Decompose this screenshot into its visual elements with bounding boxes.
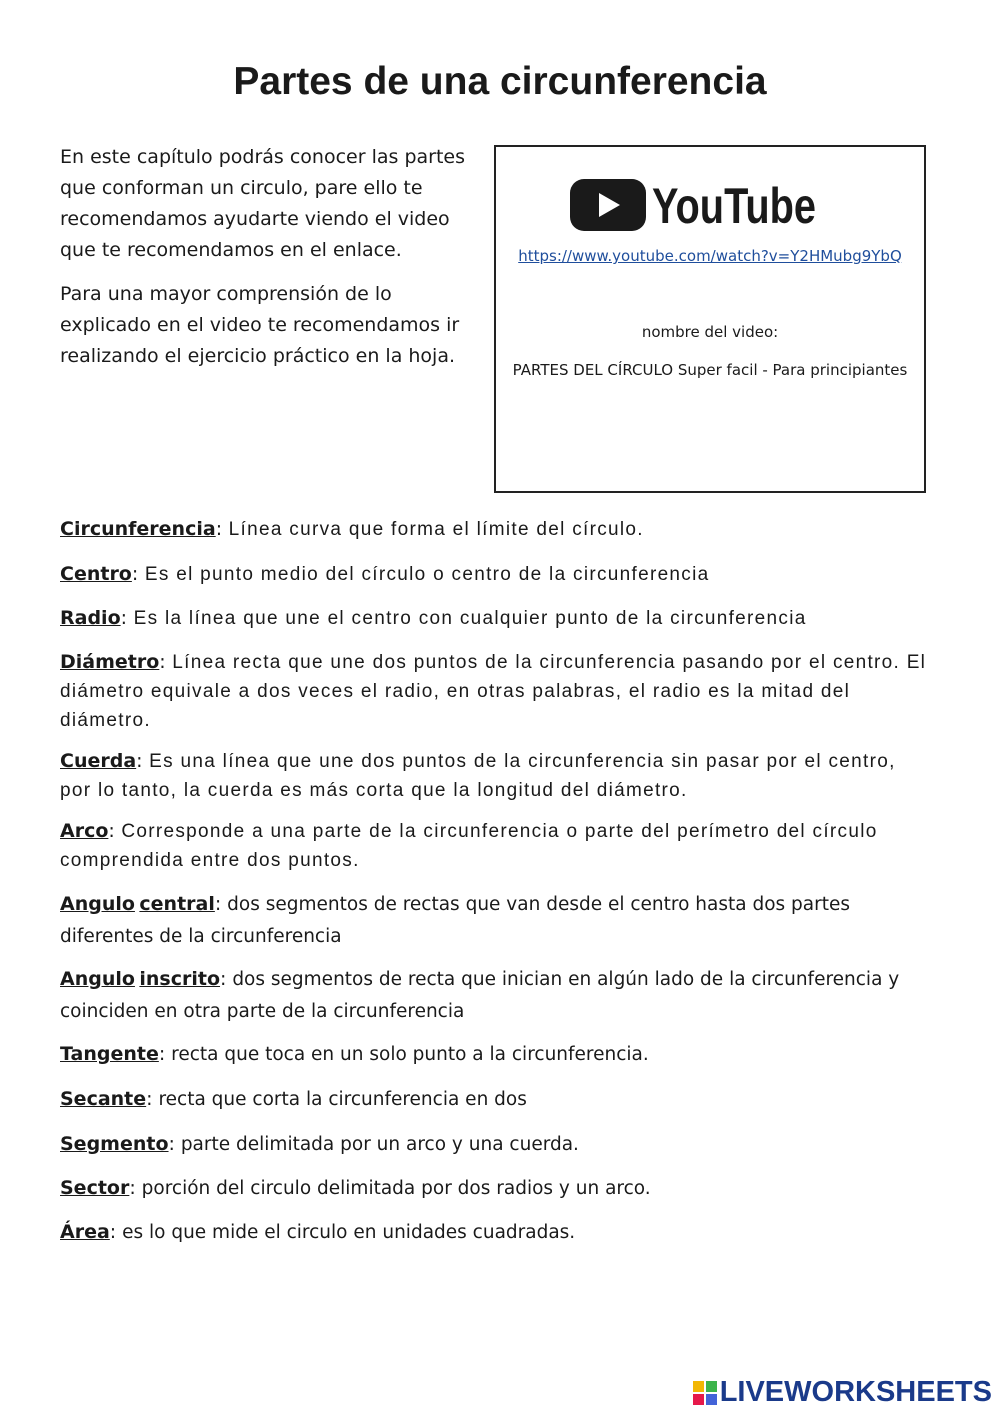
definition-term: Sector (60, 1177, 130, 1199)
definition-colon: : (146, 1088, 153, 1110)
definition-colon: : (129, 1177, 136, 1199)
definition-text: parte delimitada por un arco y una cuerda. (174, 1134, 579, 1155)
definition-term: Circunferencia (60, 518, 216, 540)
definition-term: Angulo (60, 893, 135, 915)
definition-colon: : (159, 651, 166, 673)
definition-term: Segmento (60, 1133, 169, 1155)
definition-text: Es el punto medio del círculo o centro de la circunferencia (138, 564, 710, 585)
definition-term: Centro (60, 563, 132, 585)
definition-term: Arco (60, 820, 109, 842)
definition-item (60, 964, 930, 1028)
definition-text: Línea curva que forma el límite del círculo. (222, 519, 644, 540)
youtube-logo-text: YouTube (652, 178, 816, 234)
definition-text: dos segmentos de recta que inician en algún lado de la circunferencia y coinciden en otra parte de la circunferencia (60, 969, 900, 1022)
definition-term: Secante (60, 1088, 147, 1110)
definition-term: inscrito (139, 968, 221, 990)
definition-item (60, 648, 930, 736)
definition-colon: : (131, 563, 139, 585)
definition-text: Es una línea que une dos puntos de la circunferencia sin pasar por el centro, por lo tanto, la cuerda es más corta que la longitud del diámetro. (60, 751, 896, 801)
page-title: Partes de una circunferencia (233, 60, 767, 103)
definition-colon: : (220, 968, 227, 990)
definition-item (60, 1084, 930, 1116)
definition-term: central (139, 893, 215, 915)
definition-item (60, 817, 930, 876)
definition-text: recta que toca en un solo punto a la circunferencia. (165, 1044, 649, 1065)
definition-term: Tangente (60, 1043, 159, 1065)
intro-text (60, 142, 480, 385)
definition-item (60, 1039, 930, 1071)
definition-text: porción del circulo delimitada por dos radios y un arco. (135, 1178, 651, 1199)
liveworksheets-watermark (693, 1376, 992, 1409)
watermark-text: LIVEWORKSHEETS (719, 1376, 992, 1408)
definition-colon: : (136, 750, 143, 772)
intro-paragraph-1: En este capítulo podrás conocer las partes que conforman un circulo, pare ello te recomendamos ayudarte viendo el video que te recomendamos en el enlace. (60, 146, 465, 261)
video-link[interactable]: https://www.youtube.com/watch?v=Y2HMubg9YbQ (518, 247, 902, 265)
video-box (494, 145, 926, 493)
intro-paragraph-2: Para una mayor comprensión de lo explicado en el video te recomendamos ir realizando el ejercicio práctico en la hoja. (60, 283, 460, 367)
youtube-logo-icon (568, 175, 820, 235)
definition-item (60, 1129, 930, 1161)
definition-colon: : (109, 1221, 117, 1243)
definition-item (60, 1217, 930, 1249)
definition-item (60, 1173, 930, 1205)
definition-item (60, 603, 930, 635)
definition-text: Línea recta que une dos puntos de la circunferencia pasando por el centro. El diámetro equivale a dos veces el radio, en otras palabras, el radio es la mitad del diámetro. (60, 652, 927, 731)
definition-colon: : (214, 893, 222, 915)
definition-colon: : (168, 1133, 175, 1155)
liveworksheets-logo-icon (693, 1381, 717, 1405)
definition-text: dos segmentos de rectas que van desde el centro hasta dos partes diferentes de la circunferencia (60, 894, 851, 947)
video-name-label: nombre del video: (641, 323, 779, 341)
definition-text: Es la línea que une el centro con cualquier punto de la circunferencia (127, 608, 807, 629)
definition-colon: : (158, 1043, 166, 1065)
definition-item (60, 559, 930, 591)
definition-text: es lo que mide el circulo en unidades cuadradas. (116, 1222, 576, 1243)
definition-colon: : (108, 820, 115, 842)
definition-term: Cuerda (60, 750, 137, 772)
definition-term: Área (60, 1221, 110, 1243)
video-name: PARTES DEL CÍRCULO Super facil - Para principiantes (512, 361, 908, 379)
definition-item (60, 747, 930, 806)
definition-item (60, 889, 930, 953)
definition-term: Diámetro (60, 651, 160, 673)
definition-colon: : (215, 518, 223, 540)
definition-item (60, 514, 930, 546)
definition-term: Radio (60, 607, 121, 629)
definition-text: recta que corta la circunferencia en dos (152, 1089, 527, 1110)
definition-term: Angulo (60, 968, 135, 990)
definition-text: Corresponde a una parte de la circunferencia o parte del perímetro del círculo comprendida entre dos puntos. (60, 821, 878, 871)
definition-colon: : (120, 607, 128, 629)
